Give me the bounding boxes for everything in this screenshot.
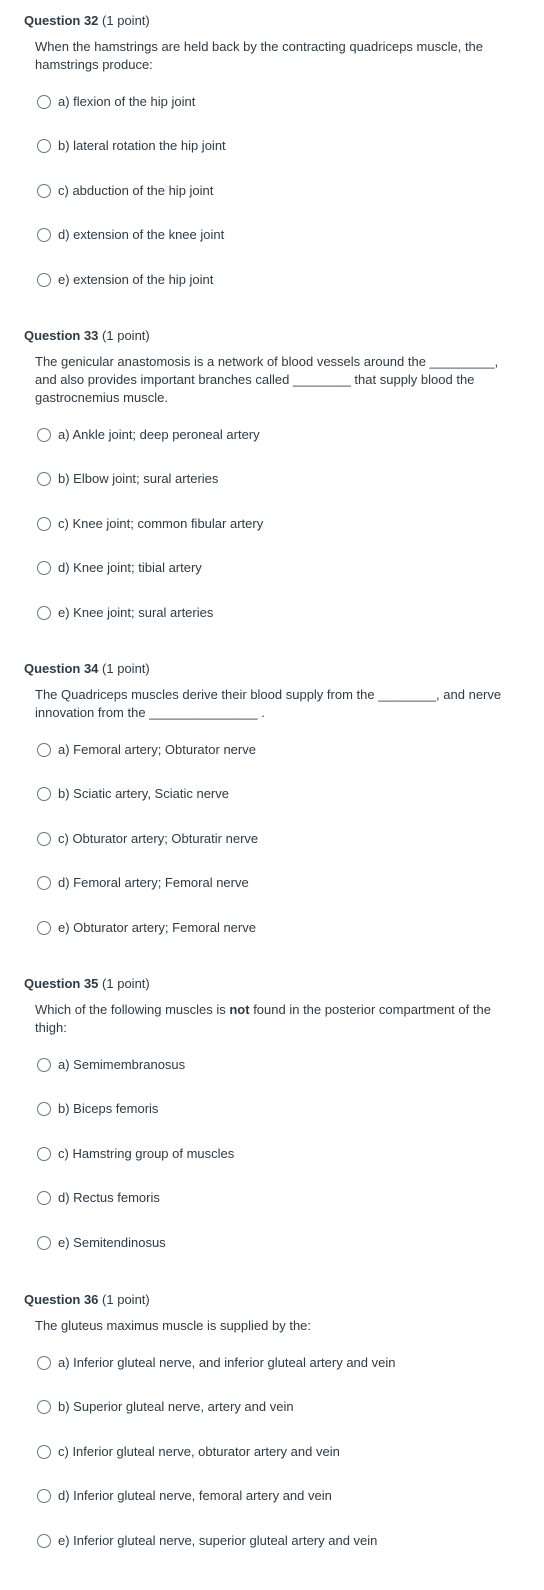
option-label: a) Ankle joint; deep peroneal artery [58,427,260,442]
answer-option-d[interactable] [37,225,224,245]
radio-button[interactable] [37,921,51,935]
radio-button[interactable] [37,1445,51,1459]
question-points: (1 point) [102,661,150,676]
question-header [24,975,150,993]
answer-option-d[interactable] [37,873,249,893]
question-points: (1 point) [102,976,150,991]
answer-option-e[interactable] [37,1233,166,1253]
option-label: e) Obturator artery; Femoral nerve [58,920,256,935]
radio-button[interactable] [37,787,51,801]
radio-button[interactable] [37,561,51,575]
option-label: a) flexion of the hip joint [58,94,196,109]
answer-option-d[interactable] [37,1188,160,1208]
answer-option-c[interactable] [37,181,213,201]
answer-option-a[interactable] [37,425,260,445]
answer-option-b[interactable] [37,784,229,804]
option-label: e) Knee joint; sural arteries [58,605,214,620]
question-title: Question 32 [24,13,99,28]
radio-button[interactable] [37,517,51,531]
option-label: d) extension of the knee joint [58,227,225,242]
answer-option-a[interactable] [37,740,256,760]
radio-button[interactable] [37,1236,51,1250]
question-title: Question 35 [24,976,99,991]
answer-option-a[interactable] [37,1055,185,1075]
radio-button[interactable] [37,1102,51,1116]
radio-button[interactable] [37,1147,51,1161]
option-label: b) Sciatic artery, Sciatic nerve [58,786,229,801]
question-text [35,1001,505,1037]
option-label: a) Femoral artery; Obturator nerve [58,742,256,757]
question-text: The gluteus maximus muscle is supplied by the: [35,1318,312,1333]
question-text: When the hamstrings are held back by the contracting quadriceps muscle, the hamstrings produce: [35,39,484,72]
option-label: a) Inferior gluteal nerve, and inferior gluteal artery and vein [58,1355,396,1370]
radio-button[interactable] [37,428,51,442]
answer-option-b[interactable] [37,136,226,156]
answer-option-c[interactable] [37,514,263,534]
option-label: e) Inferior gluteal nerve, superior gluteal artery and vein [58,1533,378,1548]
radio-button[interactable] [37,472,51,486]
answer-option-e[interactable] [37,270,213,290]
radio-button[interactable] [37,743,51,757]
answer-option-a[interactable] [37,1353,395,1373]
question-text-part: Which of the following muscles is [35,1002,230,1017]
question-points: (1 point) [102,13,150,28]
radio-button[interactable] [37,832,51,846]
answer-option-d[interactable] [37,558,202,578]
radio-button[interactable] [37,95,51,109]
question-text: The genicular anastomosis is a network of blood vessels around the _________, and also provides important branches called ________ that supply blood the gastrocnemius muscle. [35,354,499,405]
option-label: b) Superior gluteal nerve, artery and vein [58,1399,294,1414]
question-header [24,327,150,345]
option-label: c) Knee joint; common fibular artery [58,516,264,531]
question-header [24,1291,150,1309]
radio-button[interactable] [37,1058,51,1072]
radio-button[interactable] [37,606,51,620]
answer-option-c[interactable] [37,1442,340,1462]
question-header [24,12,150,30]
question-title: Question 34 [24,661,99,676]
question-title: Question 33 [24,328,99,343]
emphasis-not: not [229,1002,250,1017]
option-label: e) extension of the hip joint [58,272,214,287]
radio-button[interactable] [37,1191,51,1205]
question-points: (1 point) [102,1292,150,1307]
answer-option-e[interactable] [37,1531,377,1551]
question-title: Question 36 [24,1292,99,1307]
radio-button[interactable] [37,1489,51,1503]
question-points: (1 point) [102,328,150,343]
radio-button[interactable] [37,139,51,153]
radio-button[interactable] [37,876,51,890]
radio-button[interactable] [37,1534,51,1548]
radio-button[interactable] [37,1400,51,1414]
answer-option-c[interactable] [37,1144,234,1164]
option-label: b) Elbow joint; sural arteries [58,471,219,486]
option-label: a) Semimembranosus [58,1057,186,1072]
radio-button[interactable] [37,273,51,287]
option-label: c) Hamstring group of muscles [58,1146,235,1161]
radio-button[interactable] [37,1356,51,1370]
option-label: d) Femoral artery; Femoral nerve [58,875,249,890]
option-label: d) Rectus femoris [58,1190,160,1205]
question-header [24,660,150,678]
option-label: c) abduction of the hip joint [58,183,214,198]
radio-button[interactable] [37,228,51,242]
option-label: d) Inferior gluteal nerve, femoral artery and vein [58,1488,332,1503]
option-label: d) Knee joint; tibial artery [58,560,202,575]
question-text-part: found in the posterior compartment of the thigh: [35,1002,491,1035]
answer-option-d[interactable] [37,1486,332,1506]
option-label: c) Inferior gluteal nerve, obturator artery and vein [58,1444,340,1459]
question-text: The Quadriceps muscles derive their blood supply from the ________, and nerve innovation from the _______________ . [35,687,502,720]
answer-option-b[interactable] [37,469,218,489]
answer-option-b[interactable] [37,1099,158,1119]
answer-option-b[interactable] [37,1397,294,1417]
option-label: c) Obturator artery; Obturatir nerve [58,831,259,846]
option-label: b) lateral rotation the hip joint [58,138,226,153]
option-label: e) Semitendinosus [58,1235,166,1250]
answer-option-e[interactable] [37,603,213,623]
answer-option-a[interactable] [37,92,195,112]
answer-option-c[interactable] [37,829,258,849]
radio-button[interactable] [37,184,51,198]
option-label: b) Biceps femoris [58,1101,159,1116]
answer-option-e[interactable] [37,918,256,938]
